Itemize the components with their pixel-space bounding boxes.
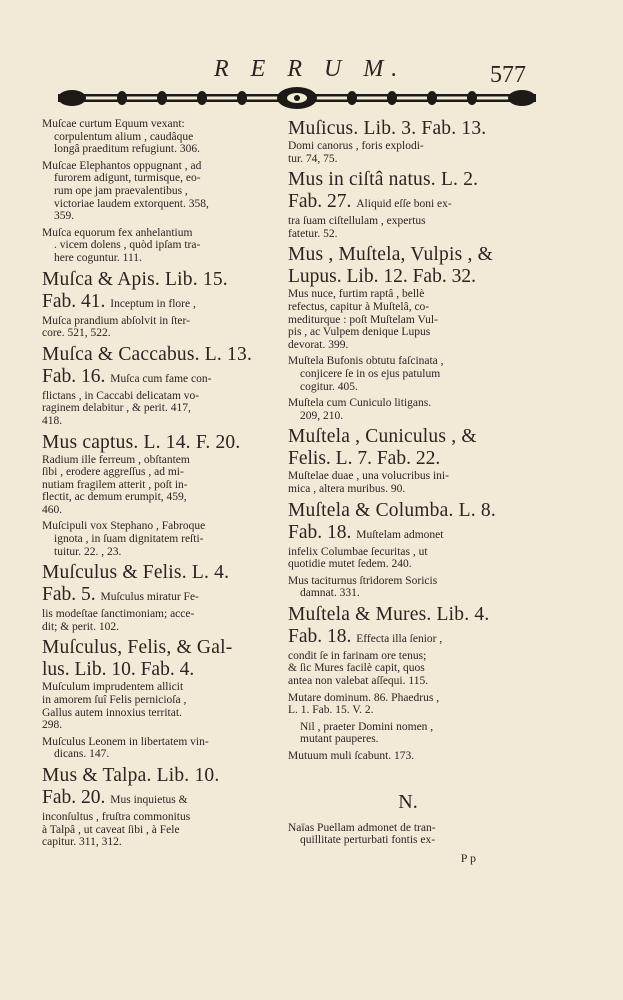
entry-line: & ſic Mures facilè capit, quos <box>288 662 425 675</box>
entry-line: dicans. 147. <box>54 748 110 761</box>
entry-line: core. 521, 522. <box>42 327 111 340</box>
index-entry <box>288 575 528 600</box>
index-heading-entry <box>42 637 278 731</box>
index-entry <box>288 721 528 746</box>
header-title: R E R U M. <box>214 56 406 82</box>
entry-line: damnat. 331. <box>300 587 360 600</box>
entry-line: 359. <box>54 210 75 223</box>
entry-fab-line: lus. Lib. 10. Fab. 4. <box>42 659 195 681</box>
entry-line: Muſtela Bufonis obtutu faſcinata , <box>288 355 444 368</box>
fab-label: Fab. 18. <box>288 521 352 543</box>
index-heading-entry <box>288 604 528 688</box>
entry-line: Muſculus Leonem in libertatem vin- <box>42 735 209 748</box>
entry-line: mutant pauperes. <box>300 733 379 746</box>
entry-line: quotidie mutet ſedem. 240. <box>288 558 412 571</box>
entry-heading: Muſicus. Lib. 3. Fab. 13. <box>288 118 487 139</box>
entry-line: furorem adigunt, turmisque, eo- <box>54 172 201 185</box>
entry-text: Mus inquietus & <box>110 794 188 806</box>
entry-line: tuitur. 22. , 23. <box>54 545 122 558</box>
index-entry <box>42 118 278 156</box>
entry-line: in amorem ſuî Felis pernicioſa , <box>42 694 187 707</box>
entry-line: longâ praeditum refugiunt. 306. <box>54 143 200 156</box>
fab-label: Fab. 27. <box>288 191 352 213</box>
index-heading-entry <box>42 432 278 517</box>
index-entry <box>288 355 528 393</box>
entry-line: à Talpâ , ut caveat ſibi , à Fele <box>42 823 180 836</box>
entry-fab-line <box>288 191 528 215</box>
entry-line: . vicem dolens , quòd ipſam tra- <box>54 239 201 252</box>
entry-line: Muſcae curtum Equum vexant: <box>42 118 185 130</box>
entry-line: fatetur. 52. <box>288 227 338 240</box>
entry-line: ignota , in ſuam dignitatem reſti- <box>54 533 204 546</box>
entry-line: Muſtelae duae , una volucribus ini- <box>288 470 449 483</box>
fab-label: Fab. 5. <box>42 584 96 606</box>
entry-line: Muſculum imprudentem allicit <box>42 681 184 694</box>
entry-line: Mutare dominum. 86. Phaedrus , <box>288 691 440 704</box>
fab-label: Fab. 41. <box>42 290 106 312</box>
entry-heading: Mus , Muſtela, Vulpis , & <box>288 244 493 266</box>
entry-fab-line <box>288 522 528 546</box>
entry-line: lis modeſtae ſanctimoniam; acce- <box>42 608 195 621</box>
entry-text: Effecta illa ſenior , <box>356 632 443 645</box>
entry-line: 418. <box>42 414 63 427</box>
entry-line: here coguntur. 111. <box>54 251 142 264</box>
entry-line: flectit, ac demum erumpit, 459, <box>42 491 187 504</box>
index-heading-entry <box>288 118 528 165</box>
entry-line: flictans , in Caccabi delicatam vo- <box>42 389 200 402</box>
entry-line: Muſtela cum Cuniculo litigans. <box>288 397 432 410</box>
entry-line: raginem delabitur , & perit. 417, <box>42 402 191 415</box>
entry-line: tra ſuam ciſtellulam , expertus <box>288 215 426 228</box>
entry-line: Gallus autem innoxius territat. <box>42 706 182 719</box>
entry-heading: Muſtela & Columba. L. 8. <box>288 499 496 521</box>
entry-text: Muſtelam admonet <box>356 528 444 541</box>
entry-line: Mus nuce, furtim raptâ , bellè <box>288 288 425 301</box>
entry-fab-line <box>42 787 278 811</box>
entry-fab-line <box>42 366 278 390</box>
entry-line: ſibi , erodere aggreſſus , ad mi- <box>42 466 184 479</box>
page-number: 577 <box>490 62 526 88</box>
index-heading-entry <box>42 765 278 849</box>
entry-line: Radium ille ferreum , obſtantem <box>42 453 190 466</box>
entry-heading: Mus & Talpa. Lib. 10. <box>42 765 220 786</box>
entry-text: Muſca cum fame con- <box>110 372 212 385</box>
entry-line: Naïas Puellam admonet de tran- <box>288 821 436 834</box>
index-entry <box>288 822 528 847</box>
entry-line: inconſultus , fruſtra commonitus <box>42 811 191 823</box>
index-heading-entry <box>42 344 278 428</box>
index-heading-entry <box>288 244 528 351</box>
index-entry <box>42 160 278 223</box>
entry-heading: Muſtela , Cuniculus , & <box>288 426 477 448</box>
entry-fab-line <box>42 584 278 608</box>
entry-line: devorat. 399. <box>288 338 349 351</box>
entry-line: mica , altera muribus. 90. <box>288 482 406 495</box>
entry-line: Nil , praeter Domini nomen , <box>300 720 434 733</box>
entry-line: 298. <box>42 719 63 732</box>
entry-heading: Mus captus. L. 14. F. 20. <box>42 431 241 453</box>
right-column <box>288 118 528 866</box>
index-entry <box>288 397 528 422</box>
entry-fab-line <box>288 626 528 650</box>
entry-line: Mus taciturnus ſtridorem Soricis <box>288 574 438 587</box>
entry-line: L. 1. Fab. 15. V. 2. <box>288 704 374 717</box>
index-entry <box>288 750 528 763</box>
entry-text: Aliquid eſſe boni ex- <box>356 198 452 211</box>
entry-line: rum ope jam praevalentibus , <box>54 184 188 197</box>
entry-line: condit ſe in farinam ore tenus; <box>288 649 427 662</box>
entry-heading: Mus in ciſtâ natus. L. 2. <box>288 169 479 191</box>
entry-line: 460. <box>42 503 63 516</box>
fab-label: Fab. 16. <box>42 365 106 387</box>
entry-heading: Muſculus, Felis, & Gal- <box>42 637 233 659</box>
index-heading-entry <box>288 169 528 240</box>
entry-line: cogitur. 405. <box>300 380 358 393</box>
entry-fab-line: Lupus. Lib. 12. Fab. 32. <box>288 266 476 288</box>
entry-line: Muſcae Elephantos oppugnant , ad <box>42 159 202 172</box>
entry-text: Inceptum in flore , <box>110 297 196 310</box>
catchword: P p <box>460 850 476 865</box>
section-letter-heading: N. <box>398 790 418 813</box>
entry-line: refectus, capitur à Muſtelâ, co- <box>288 300 430 313</box>
entry-line: Mutuum muli ſcabunt. 173. <box>288 750 415 763</box>
entry-line: quillitate perturbati fontis ex- <box>300 834 436 847</box>
entry-heading: Muſculus & Felis. L. 4. <box>42 562 230 584</box>
entry-fab-line <box>42 291 278 315</box>
entry-line: infelix Columbae ſecuritas , ut <box>288 545 428 558</box>
fab-label: Fab. 20. <box>42 787 106 808</box>
entry-heading: Muſca & Apis. Lib. 15. <box>42 268 228 290</box>
entry-text: Muſculus miratur Fe- <box>100 591 199 604</box>
entry-heading: Muſca & Caccabus. L. 13. <box>42 343 253 365</box>
entry-line: Muſca prandium abſolvit in ſter- <box>42 314 190 327</box>
entry-line: mediturque : poſt Muſtelam Vul- <box>288 313 438 326</box>
index-entry <box>288 692 528 717</box>
index-heading-entry <box>42 269 278 340</box>
entry-line: tur. 74, 75. <box>288 152 338 165</box>
index-entry <box>42 520 278 558</box>
fab-label: Fab. 18. <box>288 625 352 647</box>
entry-line: Muſca equorum fex anhelantium <box>42 226 193 239</box>
entry-line: 209, 210. <box>300 409 344 422</box>
index-heading-entry <box>288 500 528 571</box>
left-column <box>42 118 278 853</box>
entry-line: nutiam fragilem atterit , poſt in- <box>42 478 188 491</box>
entry-fab-line: Felis. L. 7. Fab. 22. <box>288 448 441 470</box>
entry-line: conjicere ſe in os ejus patulum <box>300 367 441 380</box>
entry-line: dit; & perit. 102. <box>42 620 119 633</box>
index-entry <box>42 736 278 761</box>
entry-heading: Muſtela & Mures. Lib. 4. <box>288 603 490 625</box>
entry-line: corpulentum alium , caudâque <box>54 130 194 143</box>
index-heading-entry <box>288 426 528 495</box>
entry-line: Muſcipuli vox Stephano , Fabroque <box>42 520 206 533</box>
entry-line: capitur. 311, 312. <box>42 836 122 849</box>
entry-line: pis , ac Vulpem denique Lupus <box>288 326 431 339</box>
ornament-rule <box>52 86 542 110</box>
entry-line: antea non valebat aſſequi. 115. <box>288 675 429 688</box>
index-heading-entry <box>42 562 278 633</box>
entry-line: Domi canorus , foris explodi- <box>288 140 424 152</box>
entry-line: victoriae laudem extorquent. 358, <box>54 197 209 210</box>
index-entry <box>42 227 278 265</box>
